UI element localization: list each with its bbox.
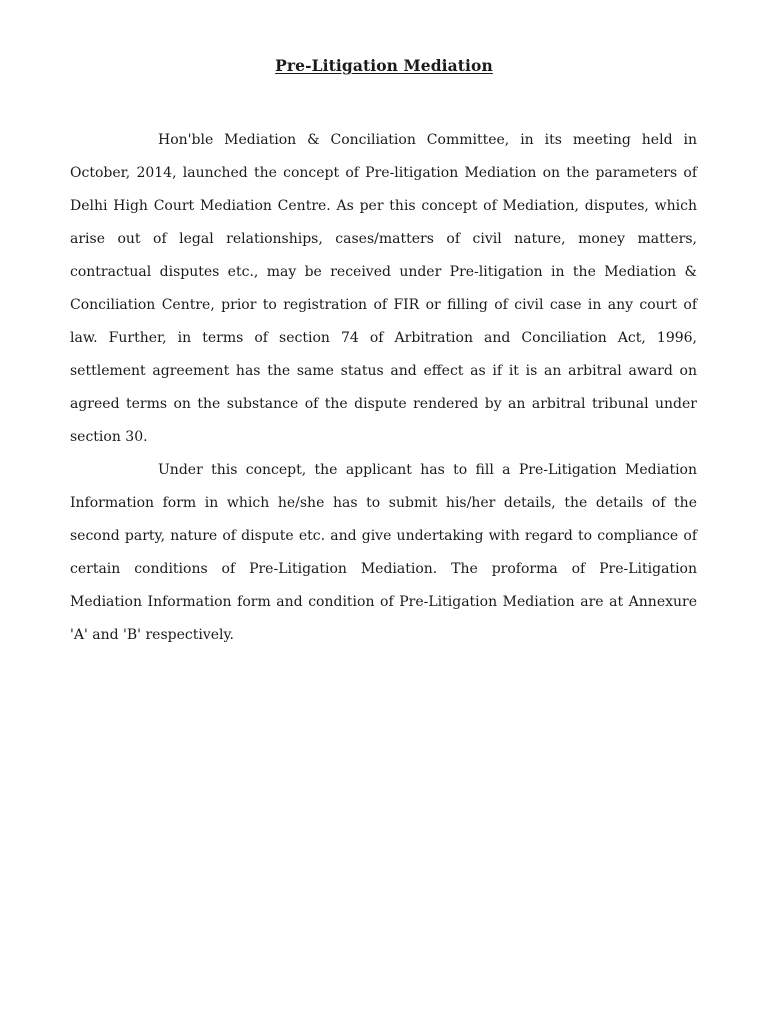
document-title: Pre-Litigation Mediation (275, 56, 493, 75)
paragraph-1: Hon'ble Mediation & Conciliation Committee, in its meeting held in October, 2014, launched the concept of Pre-litigation Mediation on the parameters of Delhi High Court Mediation Centre. As per this concept of Mediation, disputes, which arise out of legal relationships, cases/matters of civil nature, money matters, contractual disputes etc., may be received under Pre-litigation in the Mediation & Conciliation Centre, prior to registration of FIR or filling of civil case in any court of law. Further, in terms of section 74 of Arbitration and Conciliation Act, 1996, settlement agreement has the same status and effect as if it is an arbitral award on agreed terms on the substance of the dispute rendered by an arbitral tribunal under section 30. (70, 132, 697, 445)
paragraph-2: Under this concept, the applicant has to fill a Pre-Litigation Mediation Information form in which he/she has to submit his/her details, the details of the second party, nature of dispute etc. and give undertaking with regard to compliance of certain conditions of Pre-Litigation Mediation. The proforma of Pre-Litigation Mediation Information form and condition of Pre-Litigation Mediation are at Annexure 'A' and 'B' respectively. (70, 462, 697, 643)
document-body (70, 124, 697, 652)
